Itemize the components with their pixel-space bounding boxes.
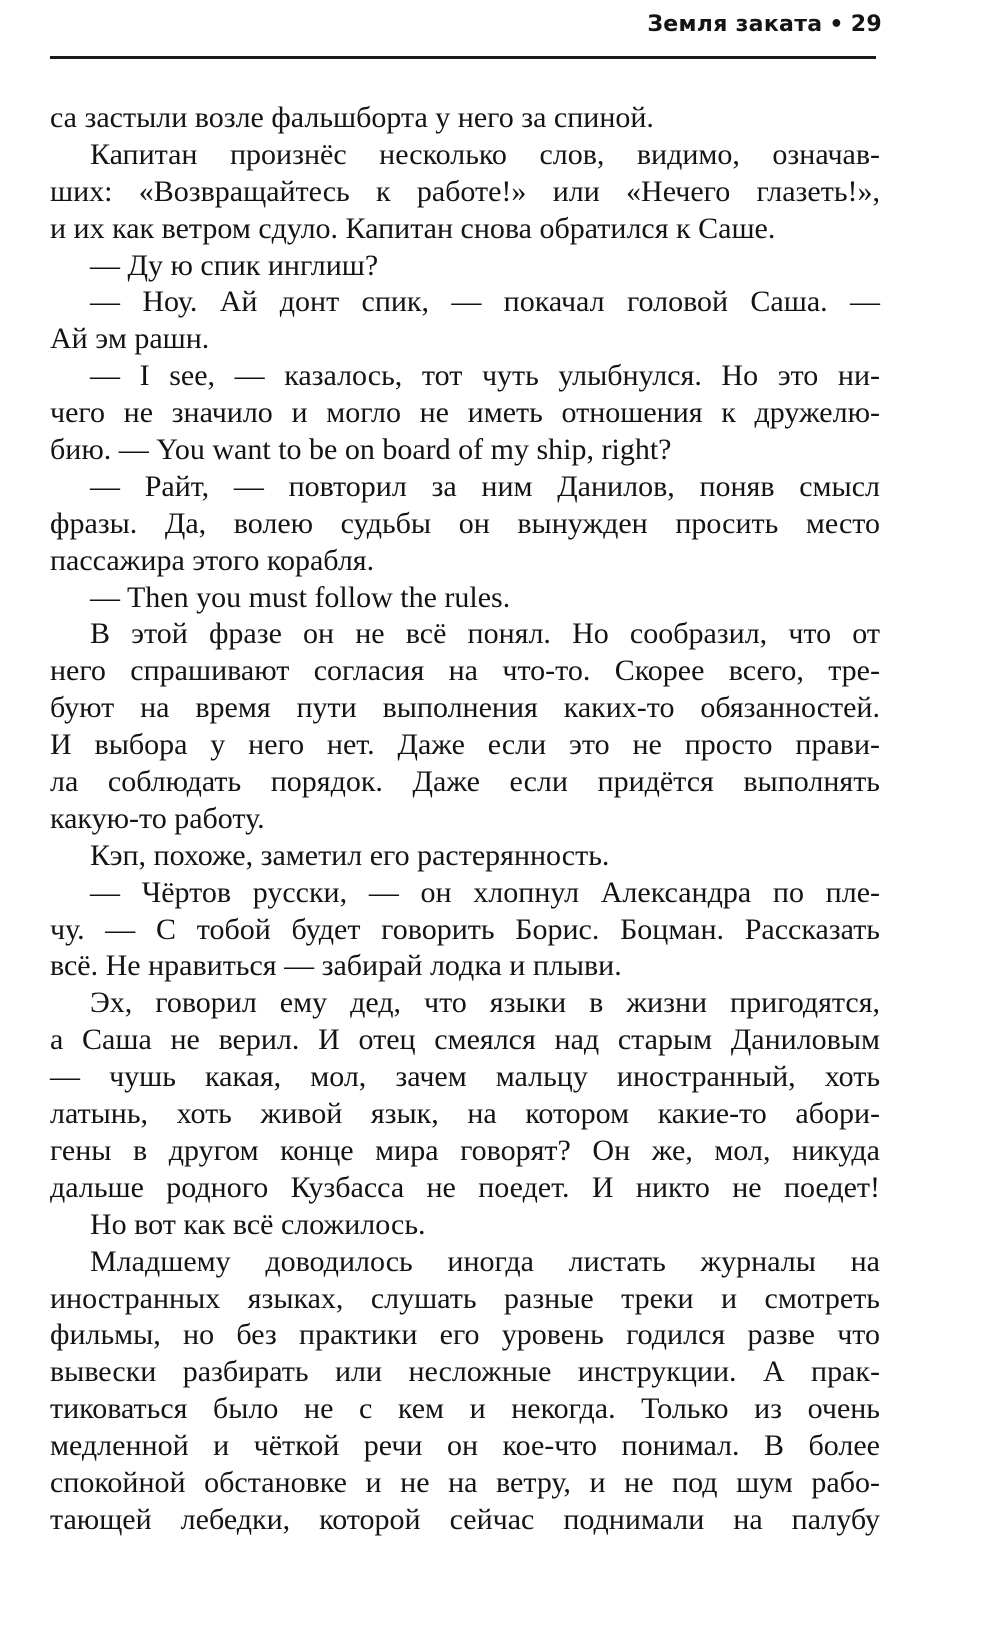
page-number: 29: [850, 12, 882, 37]
text-line: него спрашивают согласия на что-то. Скорее всего, тре-: [50, 654, 880, 688]
text-line: бию. — You want to be on board of my ship, right?: [50, 433, 672, 467]
text-line: Кэп, похоже, заметил его растерянность.: [90, 838, 610, 872]
text-line: — Then you must follow the rules.: [90, 580, 511, 614]
header-rule: [50, 56, 876, 59]
text-line: — Райт, — повторил за ним Данилов, поняв смысл: [90, 469, 880, 503]
text-line: буют на время пути выполнения каких-то обязанностей.: [50, 691, 880, 725]
text-line: иностранных языках, слушать разные треки и смотреть: [50, 1281, 880, 1315]
text-line: чу. — С тобой будет говорить Борис. Боцман. Рассказать: [50, 912, 880, 946]
text-line: Ай эм рашн.: [50, 322, 210, 356]
text-line: В этой фразе он не всё понял. Но сообразил, что от: [90, 617, 880, 651]
text-line: ших: «Возвращайтесь к работе!» или «Нечего глазеть!»,: [50, 174, 880, 208]
text-line: Младшему доводилось иногда листать журналы на: [90, 1244, 880, 1278]
text-line: пассажира этого корабля.: [50, 543, 375, 577]
text-line: дальше родного Кузбасса не поедет. И никто не поедет!: [50, 1170, 880, 1204]
text-line: Эх, говорил ему дед, что языки в жизни пригодятся,: [90, 986, 880, 1020]
text-line: вывески разбирать или несложные инструкции. А прак-: [50, 1355, 880, 1389]
text-line: гены в другом конце мира говорят? Он же, мол, никуда: [50, 1133, 880, 1167]
text-line: — Чёртов русски, — он хлопнул Александра по пле-: [90, 875, 880, 909]
text-line: ла соблюдать порядок. Даже если придётся выполнять: [50, 765, 880, 799]
text-line: фильмы, но без практики его уровень годился разве что: [50, 1318, 880, 1352]
text-line: — чушь какая, мол, зачем мальцу иностранный, хоть: [50, 1060, 880, 1094]
text-line: всё. Не нравиться — забирай лодка и плыви.: [50, 949, 622, 983]
book-title: Земля заката: [647, 12, 823, 37]
text-line: Но вот как всё сложилось.: [90, 1207, 426, 1241]
text-line: Капитан произнёс несколько слов, видимо, означав-: [90, 137, 880, 171]
body-text: [50, 100, 880, 1539]
text-line: — Ноу. Ай донт спик, — покачал головой Саша. —: [90, 285, 880, 319]
text-line: латынь, хоть живой язык, на котором какие-то абори-: [50, 1097, 880, 1131]
text-line: и их как ветром сдуло. Капитан снова обратился к Саше.: [50, 211, 776, 245]
text-line: са застыли возле фальшборта у него за спиной.: [50, 101, 654, 134]
text-line: тиковаться было не с кем и некогда. Только из очень: [50, 1392, 880, 1426]
text-line: чего не значило и могло не иметь отношения к дружелю-: [50, 396, 880, 430]
text-line: медленной и чёткой речи он кое-что понимал. В более: [50, 1429, 880, 1463]
header-separator: •: [829, 12, 844, 37]
text-line: тающей лебедки, которой сейчас поднимали на палубу: [50, 1502, 880, 1536]
text-line: И выбора у него нет. Даже если это не просто прави-: [50, 728, 880, 762]
text-line: — Ду ю спик инглиш?: [90, 248, 379, 282]
text-line: какую-то работу.: [50, 801, 265, 835]
text-line: — I see, — казалось, тот чуть улыбнулся. Но это ни-: [90, 359, 880, 393]
text-line: а Саша не верил. И отец смеялся над старым Даниловым: [50, 1023, 880, 1057]
text-line: спокойной обстановке и не на ветру, и не под шум рабо-: [50, 1465, 880, 1499]
running-head: [647, 12, 882, 37]
text-line: фразы. Да, волею судьбы он вынужден просить место: [50, 506, 880, 540]
